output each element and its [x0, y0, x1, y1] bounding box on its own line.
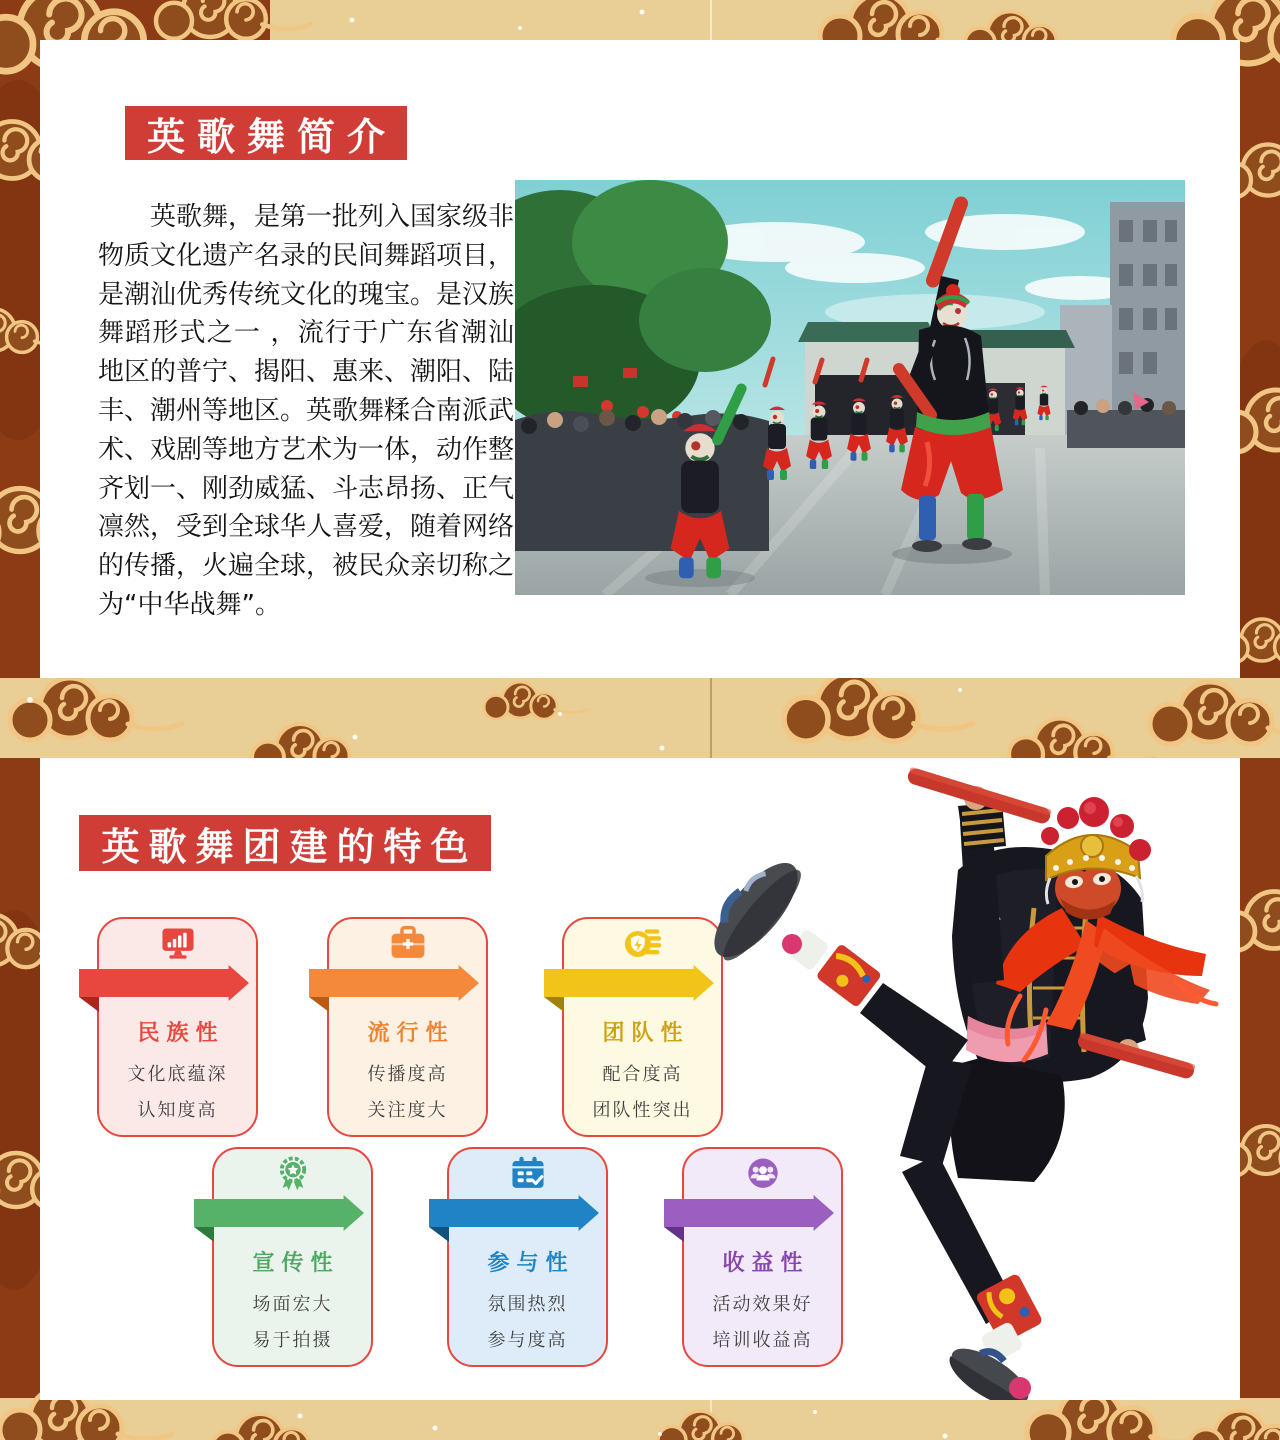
feature-card-publicity	[212, 1147, 373, 1367]
ribbon-arrow	[309, 965, 479, 1001]
briefcase-icon	[329, 925, 486, 963]
card-title: 民族性	[137, 1021, 225, 1046]
sandal	[942, 1334, 1039, 1400]
slide-features	[40, 758, 1240, 1400]
card-title: 宣传性	[252, 1251, 340, 1276]
monitor-chart-icon	[99, 925, 256, 963]
card-title: 收益性	[722, 1251, 810, 1276]
parade-photo	[515, 180, 1185, 595]
card-point: 参与度高	[487, 1330, 568, 1351]
features-title-bar	[79, 815, 491, 871]
ribbon-fold	[544, 997, 564, 1012]
card-point: 活动效果好	[712, 1294, 813, 1315]
ribbon-arrow	[194, 1195, 364, 1231]
ankle-wrap	[815, 943, 882, 1008]
card-point: 文化底蕴深	[127, 1064, 228, 1085]
feature-card-teamwork	[562, 917, 723, 1137]
yingge-stick	[906, 767, 1052, 826]
card-point: 配合度高	[602, 1064, 683, 1085]
calendar-check-icon	[449, 1155, 606, 1193]
feature-card-popularity	[327, 917, 488, 1137]
ankle-wrap	[975, 1273, 1044, 1345]
feature-card-national	[97, 917, 258, 1137]
intro-title-bar	[125, 106, 407, 160]
ribbon-fold	[309, 997, 329, 1012]
intro-title-text: 英歌舞简介	[146, 114, 397, 159]
card-point: 培训收益高	[712, 1330, 813, 1351]
coins-shield-icon	[564, 925, 721, 963]
slide-intro	[40, 40, 1240, 678]
ribbon-arrow	[429, 1195, 599, 1231]
card-point: 认知度高	[137, 1100, 218, 1121]
card-title: 流行性	[367, 1021, 455, 1046]
card-point: 氛围热烈	[487, 1294, 568, 1315]
card-point: 传播度高	[367, 1064, 448, 1085]
intro-paragraph: 英歌舞，是第一批列入国家级非物质文化遗产名录的民间舞蹈项目，是潮汕优秀传统文化的瑰宝。是汉族舞蹈形式之一 ，流行于广东省潮汕地区的普宁、揭阳、惠来、潮阳、陆丰、潮州等地区。英歌舞糅合南派武术、戏剧等地方艺术为一体，动作整齐划一、刚劲威猛、斗志昂扬、正气凛然，受到全球华人喜爱，随着网络的传播，火遍全球，被民众亲切称之为“中华战舞”。	[98, 202, 515, 620]
mask-face	[1055, 856, 1122, 920]
ribbon-fold	[194, 1227, 214, 1242]
features-title-text: 英歌舞团建的特色	[101, 824, 478, 869]
medal-star-icon	[214, 1155, 371, 1193]
golden-crown	[1041, 797, 1151, 904]
parade-photo-illustration	[515, 180, 1185, 595]
yingge-stick	[1076, 1032, 1196, 1080]
card-point: 团队性突出	[592, 1100, 693, 1121]
people-group-icon	[684, 1155, 841, 1193]
card-title: 参与性	[487, 1251, 575, 1276]
ribbon-arrow	[544, 965, 714, 1001]
ribbon-arrow	[664, 1195, 834, 1231]
ribbon-fold	[429, 1227, 449, 1242]
feature-card-participation	[447, 1147, 608, 1367]
ribbon-fold	[664, 1227, 684, 1242]
feature-card-benefit	[682, 1147, 843, 1367]
card-point: 关注度大	[367, 1100, 448, 1121]
ribbon-fold	[79, 997, 99, 1012]
red-beard	[996, 908, 1216, 1060]
card-title: 团队性	[602, 1021, 690, 1046]
card-point: 易于拍摄	[252, 1330, 333, 1351]
ribbon-arrow	[79, 965, 249, 1001]
card-point: 场面宏大	[252, 1294, 333, 1315]
